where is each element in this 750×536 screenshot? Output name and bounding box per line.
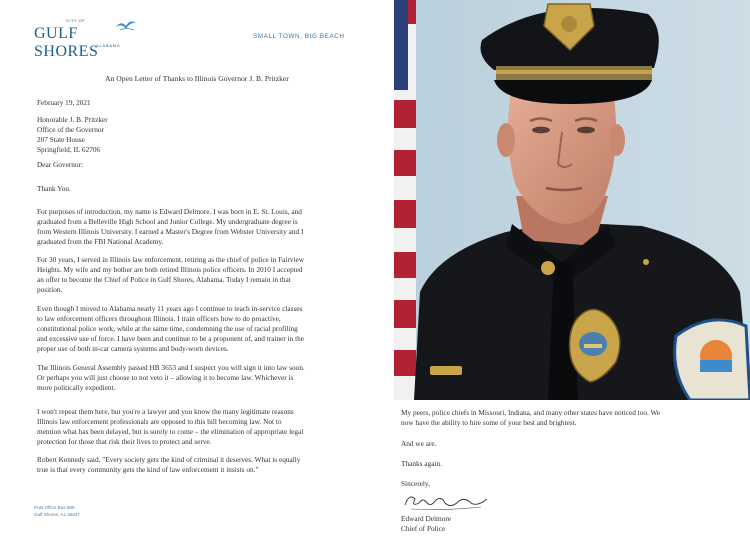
seagull-icon	[114, 18, 138, 32]
address-line: Honorable J. B. Pritzker	[37, 115, 108, 124]
footer-address-line: Gulf Shores, AL 36547	[34, 512, 81, 517]
signer-block	[401, 514, 451, 533]
text-line: position.	[37, 284, 63, 294]
paragraph-career	[37, 255, 377, 295]
text-line: to law enforcement officers throughout Illinois. I train officers how to do proactive,	[37, 313, 281, 323]
text-line: now have the ability to hire some of your best and brightest.	[401, 417, 577, 427]
police-chief-portrait	[394, 0, 750, 400]
text-line: and excessive use of force. I have been and continue to be a proponent of, and trainer in the	[37, 333, 305, 343]
text-line: Heights. My wife and my bother are both retired Illinois police officers. In 2010 I accepted	[37, 264, 303, 274]
text-line: Even though I moved to Alabama nearly 11 years ago I continue to teach in-service classes	[37, 304, 303, 313]
logo-city-text: CITY OF	[66, 18, 86, 23]
signer-name: Edward Delmore	[401, 514, 452, 523]
name-plate	[430, 366, 462, 375]
text-line: constitutional police work, while at the same time, condemning the use of racial profiling	[37, 323, 298, 333]
handwritten-signature	[401, 489, 491, 513]
gulf-shores-logo	[34, 18, 144, 60]
recipient-address	[37, 115, 377, 155]
paragraph-opposition	[37, 407, 377, 447]
thank-you-line: Thank You.	[37, 184, 71, 193]
paragraph-continuation	[401, 408, 746, 428]
text-line: Illinois law enforcement professionals are opposed to this bill becoming law. Not to	[37, 416, 282, 426]
text-line: graduated from a Belleville High School and Junior College. My undergraduate degree is	[37, 216, 298, 226]
logo-name-text: GULF SHORES	[34, 25, 99, 60]
text-line: For 30 years, I served in Illinois law enforcement, retiring as the chief of police in Fairview	[37, 255, 305, 264]
text-line: an offer to become the Chief of Police in Gulf Shores, Alabama. Today I remain in that	[37, 274, 291, 284]
text-line: mention what has been delayed, but is surely to come – the elimination of appropriate legal	[37, 426, 304, 436]
text-line: from Western Illinois University. I earned a Master's Degree from Webster University and I	[37, 226, 304, 236]
letter-title: An Open Letter of Thanks to Illinois Governor J. B. Pritzker	[105, 74, 289, 83]
address-line: 207 State House	[37, 134, 85, 144]
text-line: For purposes of introduction, my name is Edward Delmore. I was born in E. St. Louis, and	[37, 207, 302, 216]
text-line: Robert Kennedy said, "Every society gets the kind of criminal it deserves. What is equally	[37, 455, 301, 464]
text-line: graduated from the FBI National Academy.	[37, 236, 164, 246]
city-tagline: SMALL TOWN, BIG BEACH	[253, 33, 345, 40]
logo-state-text: ALABAMA	[96, 43, 121, 48]
text-line: protection for those that risk their lives to protect and serve.	[37, 436, 212, 446]
portrait-illustration	[394, 0, 750, 400]
text-line: Or perhaps you will just choose to not veto it – allowing it to become law. Whichever is	[37, 372, 294, 382]
text-line: I won't repeat them here, but you're a lawyer and you know the many legitimate reasons	[37, 407, 294, 416]
signer-title: Chief of Police	[401, 523, 446, 533]
address-line: Springfield, IL 62706	[37, 144, 101, 154]
text-line: My peers, police chiefs in Missouri, Indiana, and many other states have noticed too. We	[401, 408, 661, 417]
text-line: proper use of both in-car camera systems and body-worn devices.	[37, 343, 229, 353]
salutation: Dear Governor:	[37, 160, 83, 169]
footer-address-line: Post Office Box 896	[34, 505, 75, 510]
footer-address	[34, 504, 80, 518]
paragraph-hb3653	[37, 363, 377, 393]
text-line: true is that every community gets the kind of law enforcement it insists on."	[37, 464, 259, 474]
thanks-again-line: Thanks again.	[401, 459, 442, 468]
letter-date: February 19, 2021	[37, 98, 91, 107]
address-line: Office of the Governor	[37, 124, 104, 134]
american-flag	[394, 0, 416, 400]
closing: Sincerely,	[401, 479, 430, 488]
and-we-are-line: And we are.	[401, 439, 437, 448]
paragraph-introduction	[37, 207, 377, 247]
paragraph-kennedy-quote	[37, 455, 377, 475]
paragraph-training	[37, 304, 377, 354]
shoulder-patch-icon	[675, 320, 750, 400]
text-line: more politically expedient.	[37, 382, 116, 392]
text-line: The Illinois General Assembly passed HB 3653 and I suspect you will sign it into law soon.	[37, 363, 305, 372]
